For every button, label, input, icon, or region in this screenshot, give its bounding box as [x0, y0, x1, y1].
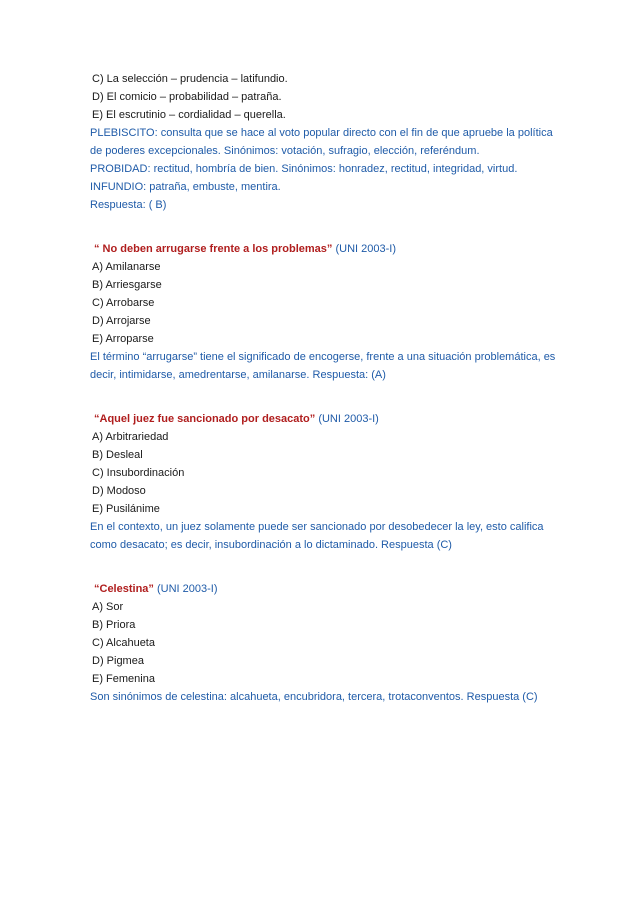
option-c: C) Arrobarse [92, 297, 155, 309]
question-heading [90, 240, 560, 258]
question-source: (UNI 2003-I) [335, 243, 396, 255]
explanation [90, 688, 560, 706]
explanation [90, 348, 560, 384]
option-b: B) Arriesgarse [92, 279, 162, 291]
explanation-line: INFUNDIO: patraña, embuste, mentira. [90, 181, 281, 193]
question-title: “ No deben arrugarse frente a los problemas” [94, 243, 333, 255]
explanation-line: decir, intimidarse, amedrentarse, amilanarse. Respuesta: (A) [90, 369, 386, 381]
explanation-line: PLEBISCITO: consulta que se hace al voto popular directo con el fin de que apruebe la política [90, 127, 553, 139]
option-c: C) Alcahueta [92, 637, 155, 649]
question-block-1 [90, 70, 560, 214]
question-title: “Celestina” [94, 583, 154, 595]
option-a: A) Arbitrariedad [92, 431, 169, 443]
explanation [90, 518, 560, 554]
document-page [90, 70, 560, 706]
explanation-line: como desacato; es decir, insubordinación a lo dictaminado. Respuesta (C) [90, 539, 452, 551]
question-title: “Aquel juez fue sancionado por desacato” [94, 413, 316, 425]
question-heading [90, 410, 560, 428]
option-d: D) Pigmea [92, 655, 144, 667]
option-e: E) Femenina [92, 673, 155, 685]
question-heading [90, 580, 560, 598]
answer-line: Respuesta: ( B) [90, 199, 167, 211]
option-e: E) El escrutinio – cordialidad – querella. [92, 109, 286, 121]
option-c: C) La selección – prudencia – latifundio. [92, 73, 288, 85]
option-a: A) Sor [92, 601, 124, 613]
explanation-line: En el contexto, un juez solamente puede ser sancionado por desobedecer la ley, esto califica [90, 521, 544, 533]
option-b: B) Priora [92, 619, 136, 631]
explanation-line: Son sinónimos de celestina: alcahueta, encubridora, tercera, trotaconventos. Respuesta (C) [90, 691, 538, 703]
question-block-3 [90, 410, 560, 554]
explanation-line: PROBIDAD: rectitud, hombría de bien. Sinónimos: honradez, rectitud, integridad, virtud. [90, 163, 518, 175]
question-source: (UNI 2003-I) [318, 413, 379, 425]
explanation-line: de poderes excepcionales. Sinónimos: votación, sufragio, elección, referéndum. [90, 145, 480, 157]
question-block-2 [90, 240, 560, 384]
option-c: C) Insubordinación [92, 467, 185, 479]
explanation [90, 124, 560, 214]
option-d: D) Arrojarse [92, 315, 151, 327]
option-b: B) Desleal [92, 449, 143, 461]
explanation-line: El término “arrugarse” tiene el significado de encogerse, frente a una situación problemática, es [90, 351, 556, 363]
option-d: D) El comicio – probabilidad – patraña. [92, 91, 282, 103]
option-a: A) Amilanarse [92, 261, 161, 273]
option-e: E) Arroparse [92, 333, 154, 345]
option-e: E) Pusilánime [92, 503, 160, 515]
question-block-4 [90, 580, 560, 706]
option-d: D) Modoso [92, 485, 146, 497]
question-source: (UNI 2003-I) [156, 583, 218, 595]
